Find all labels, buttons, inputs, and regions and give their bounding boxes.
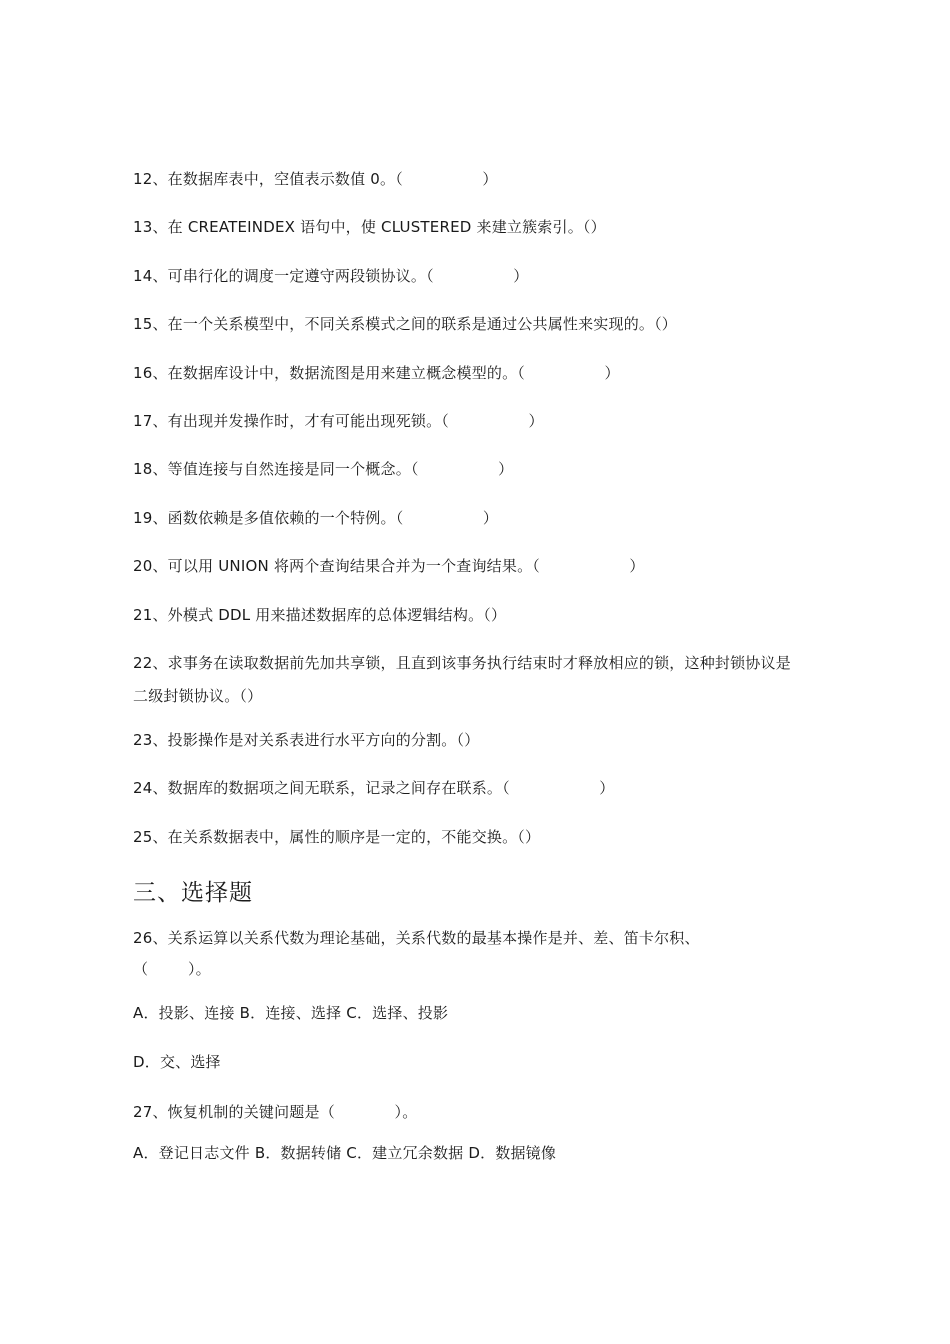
question-19: 19、函数依赖是多值依赖的一个特例。（ ） — [133, 509, 499, 527]
question-12: 12、在数据库表中，空值表示数值 0。（ ） — [133, 170, 498, 188]
question-26-blank: （ ）。 — [133, 960, 211, 978]
question-14: 14、可串行化的调度一定遵守两段锁协议。（ ） — [133, 267, 529, 285]
question-22-line-1: 22、求事务在读取数据前先加共享锁，且直到该事务执行结束时才释放相应的锁，这种封锁协议是 — [133, 654, 791, 672]
question-26: 26、关系运算以关系代数为理论基础，关系代数的最基本操作是并、差、笛卡尔积、 — [133, 929, 700, 947]
question-13: 13、在 CREATEINDEX 语句中，使 CLUSTERED 来建立簇索引。（） — [133, 218, 606, 236]
question-15: 15、在一个关系模型中，不同关系模式之间的联系是通过公共属性来实现的。（） — [133, 315, 677, 333]
question-26-options-2: D．交、选择 — [133, 1053, 221, 1071]
question-21: 21、外模式 DDL 用来描述数据库的总体逻辑结构。（） — [133, 606, 507, 624]
question-20: 20、可以用 UNION 将两个查询结果合并为一个查询结果。（ ） — [133, 557, 645, 575]
question-27-options: A．登记日志文件 B．数据转储 C．建立冗余数据 D．数据镜像 — [133, 1144, 557, 1162]
section-heading-choice: 三、选择题 — [133, 880, 253, 906]
question-25: 25、在关系数据表中，属性的顺序是一定的，不能交换。（） — [133, 828, 541, 846]
question-22-line-2: 二级封锁协议。（） — [133, 687, 263, 705]
question-18: 18、等值连接与自然连接是同一个概念。（ ） — [133, 460, 514, 478]
question-24: 24、数据库的数据项之间无联系，记录之间存在联系。（ ） — [133, 779, 615, 797]
question-16: 16、在数据库设计中，数据流图是用来建立概念模型的。（ ） — [133, 364, 620, 382]
question-27: 27、恢复机制的关键问题是（ ）。 — [133, 1103, 418, 1121]
question-23: 23、投影操作是对关系表进行水平方向的分割。（） — [133, 731, 480, 749]
question-17: 17、有出现并发操作时，才有可能出现死锁。（ ） — [133, 412, 544, 430]
question-26-options-1: A．投影、连接 B．连接、选择 C．选择、投影 — [133, 1004, 449, 1022]
